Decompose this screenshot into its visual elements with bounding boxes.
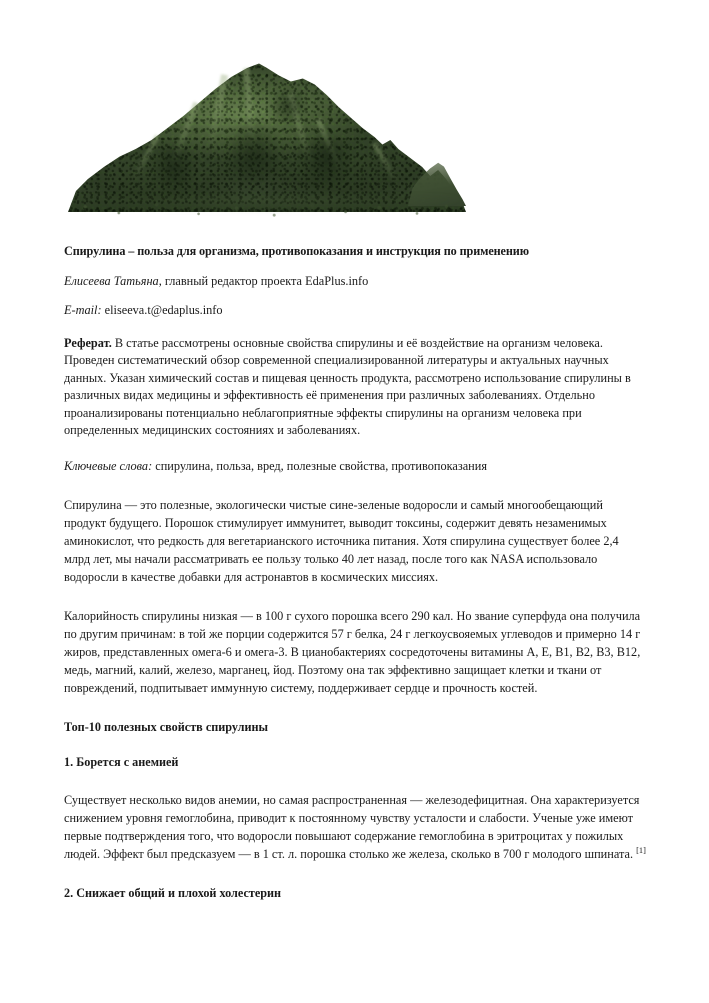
citation-reference-1[interactable]: [1] [636,845,646,855]
abstract [64,335,646,440]
email-line [64,303,646,319]
document-body [64,244,646,922]
hero-image [0,0,709,232]
paragraph-item-1-text: Существует несколько видов анемии, но самая распространенная — железодефицитная. Она характеризуется снижением уровня гемоглобина, приводит к постоянному чувству усталости и слабости. Ученые уже имеют первые подтверждения того, что водоросли повышают содержание гемоглобина в эритроцитах у пожилых людей. Эффект был предсказуем — в 1 ст. л. порошка столько же железа, сколько в 700 г молодого шпината. [64,793,640,861]
page-title: Спирулина – польза для организма, противопоказания и инструкция по применению [64,244,529,258]
paragraph-item-1 [64,792,646,863]
subheading-item-2: 2. Снижает общий и плохой холестерин [64,885,282,900]
keywords [64,458,646,475]
keywords-label: Ключевые слова: [64,459,153,474]
section-heading-top10: Топ-10 полезных свойств спирулины [64,719,269,734]
author-role: , главный редактор проекта EdaPlus.info [158,273,369,288]
keywords-value: спирулина, польза, вред, полезные свойства, противопоказания [152,459,487,474]
author-name: Елисеева Татьяна [64,273,159,288]
spirulina-powder-illustration [0,0,709,232]
paragraph-intro: Спирулина — это полезные, экологически чистые сине-зеленые водоросли и самый многообещающий продукт будущего. Порошок стимулирует иммунитет, выводит токсины, содержит девять незаменимых аминокислот, что редкость для вегетарианского источника питания. Хотя спирулина существует более 2,4 млрд лет, мы начали рассматривать ее пользу только 40 лет назад, после того как NASA использовало водоросли в качестве добавки для астронавтов в космических миссиях. [64,498,619,584]
abstract-text: В статье рассмотрены основные свойства спирулины и её воздействие на организм человека. Проведен систематический обзор современной специализированной литературы и актуальных научных данных. Указан химический состав и пищевая ценность продукта, рассмотрено использование спирулины в различных видах медицины и эффективность её применения при различных заболеваниях. Отдельно проанализированы потенциально неблагоприятные эффекты спирулины на организм человека при определенных медицинских состояниях и заболеваниях. [64,335,631,438]
byline [64,274,646,290]
powder-mound [68,62,466,212]
subheading-item-1: 1. Борется с анемией [64,755,179,770]
email-label: E-mail: [64,302,102,317]
email-address[interactable]: eliseeva.t@edaplus.info [104,302,223,317]
paragraph-nutrition: Калорийность спирулины низкая — в 100 г сухого порошка всего 290 кал. Но звание суперфуда она получила по другим причинам: в той же порции содержится 57 г белка, 24 г легкоусвояемых углеводов и примерно 14 г жиров, представленных омега-6 и омега-3. В цианобактериях сосредоточены витамины A, E, B1, B2, B3, B12, медь, магний, калий, железо, марганец, йод. Поэтому она так эффективно защищает клетки и ткани от повреждений, подпитывает иммунную систему, поддерживает сердце и прочность костей. [64,609,641,695]
abstract-label: Реферат. [64,335,112,350]
